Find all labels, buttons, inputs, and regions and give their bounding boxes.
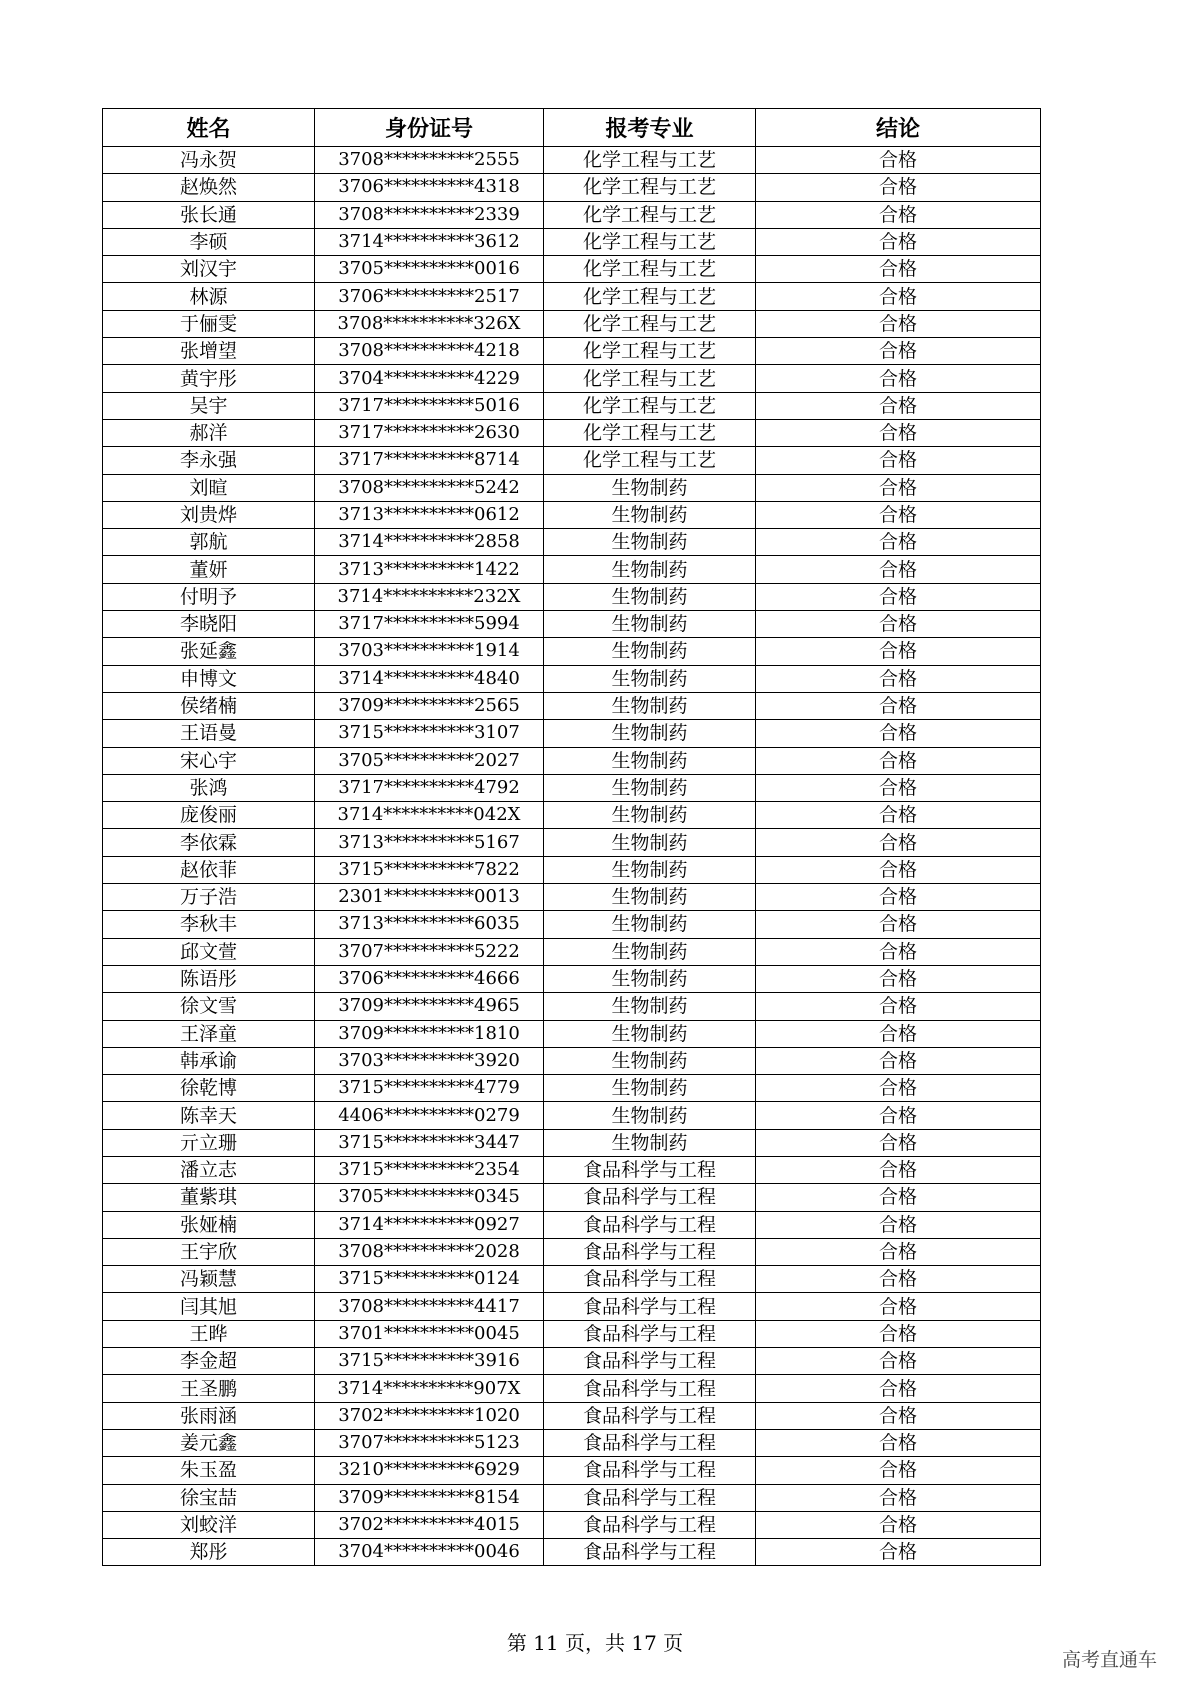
cell-name: 黄宇彤 [103, 365, 315, 392]
cell-name: 冯永贺 [103, 147, 315, 174]
cell-id-number: 3708**********2028 [315, 1238, 544, 1265]
cell-id-number: 3714**********2858 [315, 529, 544, 556]
table-row [103, 611, 1041, 638]
table-row [103, 884, 1041, 911]
table-row [103, 1457, 1041, 1484]
cell-id-number: 3715**********3107 [315, 720, 544, 747]
cell-id-number: 3714**********232X [315, 583, 544, 610]
cell-id-number: 3717**********2630 [315, 419, 544, 446]
table-row [103, 1156, 1041, 1183]
cell-id-number: 3714**********0927 [315, 1211, 544, 1238]
cell-major: 生物制药 [544, 611, 756, 638]
cell-conclusion: 合格 [756, 583, 1041, 610]
cell-major: 生物制药 [544, 1102, 756, 1129]
cell-name: 韩承谕 [103, 1047, 315, 1074]
cell-conclusion: 合格 [756, 1375, 1041, 1402]
cell-name: 姜元鑫 [103, 1429, 315, 1456]
cell-name: 邱文萱 [103, 938, 315, 965]
cell-major: 生物制药 [544, 1020, 756, 1047]
cell-conclusion: 合格 [756, 829, 1041, 856]
cell-name: 王语曼 [103, 720, 315, 747]
cell-name: 张雨涵 [103, 1402, 315, 1429]
cell-major: 化学工程与工艺 [544, 392, 756, 419]
table-row [103, 1020, 1041, 1047]
cell-id-number: 3708**********4218 [315, 338, 544, 365]
cell-id-number: 3704**********4229 [315, 365, 544, 392]
cell-id-number: 3708**********5242 [315, 474, 544, 501]
cell-conclusion: 合格 [756, 1402, 1041, 1429]
cell-major: 食品科学与工程 [544, 1266, 756, 1293]
cell-name: 陈幸天 [103, 1102, 315, 1129]
cell-major: 食品科学与工程 [544, 1293, 756, 1320]
cell-name: 李硕 [103, 228, 315, 255]
cell-major: 化学工程与工艺 [544, 228, 756, 255]
cell-conclusion: 合格 [756, 501, 1041, 528]
cell-conclusion: 合格 [756, 1184, 1041, 1211]
cell-major: 生物制药 [544, 829, 756, 856]
cell-major: 生物制药 [544, 692, 756, 719]
cell-id-number: 3705**********2027 [315, 747, 544, 774]
cell-id-number: 3707**********5222 [315, 938, 544, 965]
table-body [103, 147, 1041, 1566]
cell-id-number: 3706**********2517 [315, 283, 544, 310]
cell-id-number: 3701**********0045 [315, 1320, 544, 1347]
table-row [103, 774, 1041, 801]
cell-conclusion: 合格 [756, 1075, 1041, 1102]
cell-name: 刘蛟洋 [103, 1511, 315, 1538]
cell-major: 生物制药 [544, 774, 756, 801]
cell-id-number: 3707**********5123 [315, 1429, 544, 1456]
cell-major: 食品科学与工程 [544, 1539, 756, 1566]
cell-conclusion: 合格 [756, 1047, 1041, 1074]
cell-major: 化学工程与工艺 [544, 419, 756, 446]
cell-major: 生物制药 [544, 720, 756, 747]
table-row [103, 529, 1041, 556]
table-row [103, 310, 1041, 337]
cell-major: 生物制药 [544, 665, 756, 692]
cell-conclusion: 合格 [756, 1511, 1041, 1538]
cell-conclusion: 合格 [756, 1102, 1041, 1129]
table-row [103, 1375, 1041, 1402]
table-row [103, 1539, 1041, 1566]
cell-name: 张娅楠 [103, 1211, 315, 1238]
cell-name: 于俪雯 [103, 310, 315, 337]
cell-conclusion: 合格 [756, 720, 1041, 747]
cell-major: 生物制药 [544, 1047, 756, 1074]
cell-id-number: 3709**********1810 [315, 1020, 544, 1047]
results-table [102, 108, 1041, 1566]
cell-name: 郝洋 [103, 419, 315, 446]
table-row [103, 1429, 1041, 1456]
cell-name: 王晔 [103, 1320, 315, 1347]
table-row [103, 911, 1041, 938]
cell-conclusion: 合格 [756, 774, 1041, 801]
header-id-number: 身份证号 [315, 109, 544, 147]
cell-major: 食品科学与工程 [544, 1320, 756, 1347]
cell-id-number: 3714**********907X [315, 1375, 544, 1402]
cell-id-number: 3713**********5167 [315, 829, 544, 856]
table-row [103, 419, 1041, 446]
table-row [103, 1075, 1041, 1102]
cell-name: 冯颖慧 [103, 1266, 315, 1293]
cell-major: 化学工程与工艺 [544, 447, 756, 474]
cell-major: 生物制药 [544, 1075, 756, 1102]
table-row [103, 338, 1041, 365]
cell-major: 生物制药 [544, 938, 756, 965]
cell-major: 食品科学与工程 [544, 1402, 756, 1429]
cell-id-number: 3714**********042X [315, 802, 544, 829]
cell-conclusion: 合格 [756, 529, 1041, 556]
cell-major: 食品科学与工程 [544, 1457, 756, 1484]
cell-name: 林源 [103, 283, 315, 310]
table-row [103, 283, 1041, 310]
cell-major: 生物制药 [544, 1129, 756, 1156]
table-row [103, 1293, 1041, 1320]
cell-conclusion: 合格 [756, 1539, 1041, 1566]
cell-id-number: 3705**********0016 [315, 256, 544, 283]
cell-conclusion: 合格 [756, 228, 1041, 255]
cell-name: 张鸿 [103, 774, 315, 801]
cell-name: 宋心宇 [103, 747, 315, 774]
cell-major: 生物制药 [544, 911, 756, 938]
cell-id-number: 3715**********3447 [315, 1129, 544, 1156]
cell-id-number: 3708**********2555 [315, 147, 544, 174]
cell-name: 李依霖 [103, 829, 315, 856]
cell-major: 食品科学与工程 [544, 1211, 756, 1238]
cell-name: 董紫琪 [103, 1184, 315, 1211]
cell-conclusion: 合格 [756, 310, 1041, 337]
cell-name: 陈语彤 [103, 965, 315, 992]
cell-conclusion: 合格 [756, 419, 1041, 446]
cell-name: 徐宝喆 [103, 1484, 315, 1511]
cell-name: 赵依菲 [103, 856, 315, 883]
table-row [103, 447, 1041, 474]
cell-conclusion: 合格 [756, 201, 1041, 228]
cell-conclusion: 合格 [756, 856, 1041, 883]
cell-id-number: 3706**********4318 [315, 174, 544, 201]
cell-major: 化学工程与工艺 [544, 338, 756, 365]
table-row [103, 692, 1041, 719]
table-row [103, 802, 1041, 829]
cell-id-number: 3709**********4965 [315, 993, 544, 1020]
table-row [103, 747, 1041, 774]
cell-conclusion: 合格 [756, 338, 1041, 365]
cell-major: 生物制药 [544, 993, 756, 1020]
results-sheet [102, 108, 1040, 1566]
cell-name: 李晓阳 [103, 611, 315, 638]
cell-conclusion: 合格 [756, 965, 1041, 992]
cell-conclusion: 合格 [756, 638, 1041, 665]
cell-major: 生物制药 [544, 884, 756, 911]
cell-id-number: 3717**********8714 [315, 447, 544, 474]
cell-id-number: 3703**********3920 [315, 1047, 544, 1074]
table-row [103, 1348, 1041, 1375]
cell-name: 张延鑫 [103, 638, 315, 665]
cell-major: 生物制药 [544, 529, 756, 556]
cell-id-number: 3715**********0124 [315, 1266, 544, 1293]
cell-id-number: 3715**********7822 [315, 856, 544, 883]
table-row [103, 965, 1041, 992]
cell-conclusion: 合格 [756, 611, 1041, 638]
cell-conclusion: 合格 [756, 447, 1041, 474]
table-row [103, 1184, 1041, 1211]
cell-name: 李永强 [103, 447, 315, 474]
cell-id-number: 3715**********3916 [315, 1348, 544, 1375]
cell-name: 刘暄 [103, 474, 315, 501]
cell-name: 张长通 [103, 201, 315, 228]
cell-conclusion: 合格 [756, 911, 1041, 938]
header-major: 报考专业 [544, 109, 756, 147]
table-row [103, 174, 1041, 201]
cell-name: 郑彤 [103, 1539, 315, 1566]
cell-major: 化学工程与工艺 [544, 174, 756, 201]
cell-major: 食品科学与工程 [544, 1238, 756, 1265]
table-row [103, 1402, 1041, 1429]
cell-major: 食品科学与工程 [544, 1348, 756, 1375]
cell-major: 食品科学与工程 [544, 1484, 756, 1511]
cell-id-number: 2301**********0013 [315, 884, 544, 911]
cell-id-number: 4406**********0279 [315, 1102, 544, 1129]
table-row [103, 1511, 1041, 1538]
table-row [103, 1211, 1041, 1238]
table-row [103, 147, 1041, 174]
cell-name: 郭航 [103, 529, 315, 556]
cell-id-number: 3717**********4792 [315, 774, 544, 801]
cell-major: 食品科学与工程 [544, 1375, 756, 1402]
cell-major: 生物制药 [544, 474, 756, 501]
cell-conclusion: 合格 [756, 1238, 1041, 1265]
cell-id-number: 3714**********4840 [315, 665, 544, 692]
cell-major: 化学工程与工艺 [544, 256, 756, 283]
cell-name: 吴宇 [103, 392, 315, 419]
cell-major: 食品科学与工程 [544, 1156, 756, 1183]
cell-id-number: 3706**********4666 [315, 965, 544, 992]
cell-name: 王泽童 [103, 1020, 315, 1047]
cell-conclusion: 合格 [756, 474, 1041, 501]
table-row [103, 474, 1041, 501]
page-number: 第 11 页，共 17 页 [506, 1631, 684, 1655]
table-row [103, 1047, 1041, 1074]
cell-id-number: 3708**********326X [315, 310, 544, 337]
table-row [103, 256, 1041, 283]
table-row [103, 938, 1041, 965]
cell-name: 万子浩 [103, 884, 315, 911]
cell-conclusion: 合格 [756, 665, 1041, 692]
cell-conclusion: 合格 [756, 1211, 1041, 1238]
cell-id-number: 3717**********5016 [315, 392, 544, 419]
cell-conclusion: 合格 [756, 884, 1041, 911]
cell-conclusion: 合格 [756, 1320, 1041, 1347]
cell-id-number: 3709**********2565 [315, 692, 544, 719]
cell-id-number: 3717**********5994 [315, 611, 544, 638]
cell-id-number: 3210**********6929 [315, 1457, 544, 1484]
table-row [103, 1484, 1041, 1511]
cell-conclusion: 合格 [756, 392, 1041, 419]
cell-id-number: 3704**********0046 [315, 1539, 544, 1566]
table-row [103, 1266, 1041, 1293]
cell-major: 生物制药 [544, 856, 756, 883]
cell-name: 董妍 [103, 556, 315, 583]
cell-id-number: 3702**********4015 [315, 1511, 544, 1538]
cell-conclusion: 合格 [756, 1429, 1041, 1456]
cell-id-number: 3703**********1914 [315, 638, 544, 665]
cell-conclusion: 合格 [756, 1129, 1041, 1156]
cell-name: 王圣鹏 [103, 1375, 315, 1402]
table-row [103, 583, 1041, 610]
cell-id-number: 3705**********0345 [315, 1184, 544, 1211]
table-row [103, 1129, 1041, 1156]
cell-name: 朱玉盈 [103, 1457, 315, 1484]
cell-major: 生物制药 [544, 638, 756, 665]
cell-name: 徐文雪 [103, 993, 315, 1020]
cell-major: 生物制药 [544, 802, 756, 829]
table-row [103, 665, 1041, 692]
cell-id-number: 3708**********2339 [315, 201, 544, 228]
cell-id-number: 3714**********3612 [315, 228, 544, 255]
cell-conclusion: 合格 [756, 256, 1041, 283]
cell-major: 生物制药 [544, 965, 756, 992]
cell-conclusion: 合格 [756, 802, 1041, 829]
cell-major: 食品科学与工程 [544, 1511, 756, 1538]
cell-major: 生物制药 [544, 556, 756, 583]
cell-conclusion: 合格 [756, 1457, 1041, 1484]
table-row [103, 556, 1041, 583]
cell-major: 化学工程与工艺 [544, 201, 756, 228]
table-row [103, 638, 1041, 665]
cell-major: 生物制药 [544, 583, 756, 610]
table-row [103, 228, 1041, 255]
cell-name: 闫其旭 [103, 1293, 315, 1320]
cell-id-number: 3715**********2354 [315, 1156, 544, 1183]
header-conclusion: 结论 [756, 109, 1041, 147]
table-row [103, 1320, 1041, 1347]
cell-conclusion: 合格 [756, 174, 1041, 201]
table-row [103, 1102, 1041, 1129]
table-row [103, 365, 1041, 392]
cell-name: 付明予 [103, 583, 315, 610]
table-header-row [103, 109, 1041, 147]
cell-name: 赵焕然 [103, 174, 315, 201]
cell-id-number: 3713**********0612 [315, 501, 544, 528]
table-row [103, 392, 1041, 419]
table-row [103, 720, 1041, 747]
table-row [103, 1238, 1041, 1265]
cell-name: 庞俊丽 [103, 802, 315, 829]
cell-name: 侯绪楠 [103, 692, 315, 719]
cell-id-number: 3715**********4779 [315, 1075, 544, 1102]
cell-conclusion: 合格 [756, 747, 1041, 774]
cell-name: 王宇欣 [103, 1238, 315, 1265]
cell-conclusion: 合格 [756, 1348, 1041, 1375]
cell-conclusion: 合格 [756, 692, 1041, 719]
header-name: 姓名 [103, 109, 315, 147]
cell-name: 李金超 [103, 1348, 315, 1375]
cell-major: 化学工程与工艺 [544, 147, 756, 174]
cell-conclusion: 合格 [756, 556, 1041, 583]
cell-name: 刘汉宇 [103, 256, 315, 283]
cell-conclusion: 合格 [756, 1484, 1041, 1511]
cell-name: 张增望 [103, 338, 315, 365]
cell-name: 申博文 [103, 665, 315, 692]
cell-name: 亓立珊 [103, 1129, 315, 1156]
table-row [103, 993, 1041, 1020]
cell-conclusion: 合格 [756, 365, 1041, 392]
cell-major: 生物制药 [544, 501, 756, 528]
cell-name: 李秋丰 [103, 911, 315, 938]
cell-conclusion: 合格 [756, 1293, 1041, 1320]
table-row [103, 856, 1041, 883]
cell-conclusion: 合格 [756, 993, 1041, 1020]
cell-name: 潘立志 [103, 1156, 315, 1183]
cell-major: 食品科学与工程 [544, 1429, 756, 1456]
table-row [103, 201, 1041, 228]
watermark: 高考直通车 [1062, 1649, 1158, 1671]
cell-major: 化学工程与工艺 [544, 310, 756, 337]
cell-id-number: 3713**********6035 [315, 911, 544, 938]
cell-conclusion: 合格 [756, 938, 1041, 965]
cell-conclusion: 合格 [756, 1156, 1041, 1183]
cell-major: 化学工程与工艺 [544, 283, 756, 310]
cell-conclusion: 合格 [756, 1020, 1041, 1047]
cell-conclusion: 合格 [756, 283, 1041, 310]
cell-name: 徐乾博 [103, 1075, 315, 1102]
table-row [103, 829, 1041, 856]
cell-name: 刘贵烨 [103, 501, 315, 528]
cell-major: 化学工程与工艺 [544, 365, 756, 392]
cell-id-number: 3708**********4417 [315, 1293, 544, 1320]
table-row [103, 501, 1041, 528]
cell-conclusion: 合格 [756, 147, 1041, 174]
cell-id-number: 3702**********1020 [315, 1402, 544, 1429]
cell-major: 生物制药 [544, 747, 756, 774]
cell-conclusion: 合格 [756, 1266, 1041, 1293]
cell-major: 食品科学与工程 [544, 1184, 756, 1211]
cell-id-number: 3713**********1422 [315, 556, 544, 583]
cell-id-number: 3709**********8154 [315, 1484, 544, 1511]
